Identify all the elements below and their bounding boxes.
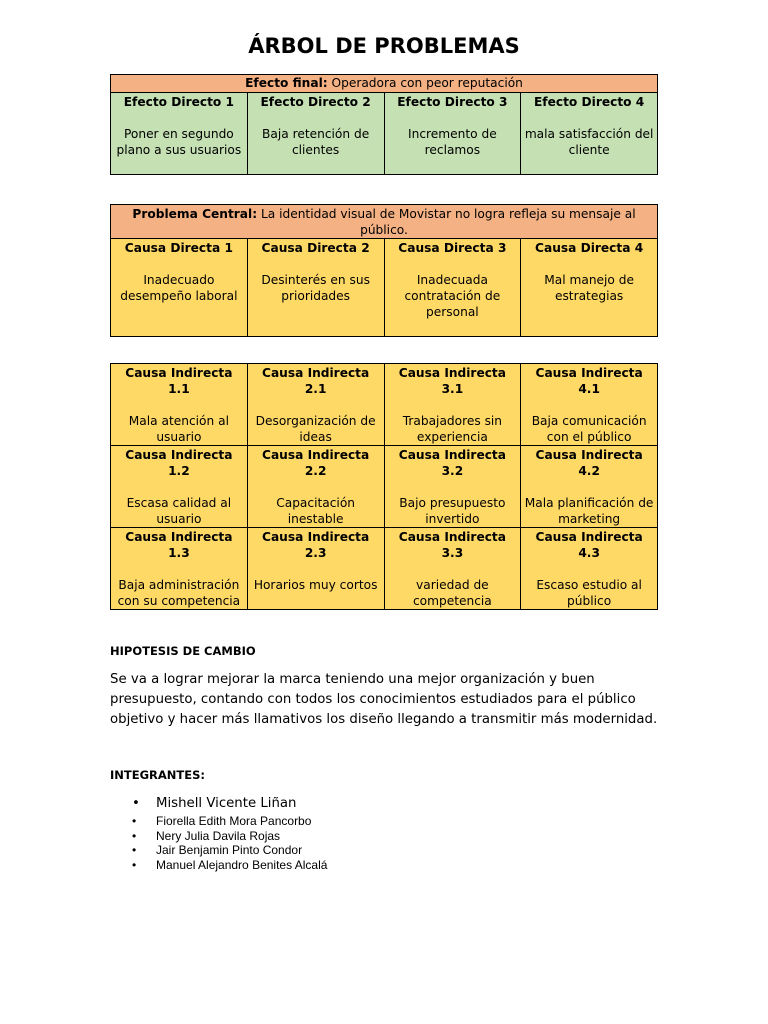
members-list bbox=[110, 794, 327, 872]
direct-cause-body: Mal manejo de estrategias bbox=[544, 273, 634, 303]
direct-cause-title: Causa Directa 2 bbox=[261, 241, 370, 255]
central-problem-table bbox=[110, 204, 658, 337]
indirect-cause-title: Causa Indirecta 4.2 bbox=[535, 448, 643, 478]
indirect-cause-title: Causa Indirecta 2.3 bbox=[262, 530, 370, 560]
indirect-cause-body: Baja comunicación con el público bbox=[531, 414, 647, 444]
direct-effect-cell bbox=[111, 93, 248, 175]
bullet-icon: • bbox=[132, 857, 137, 872]
indirect-cause-body: variedad de competencia bbox=[412, 578, 492, 608]
member-name: Fiorella Edith Mora Pancorbo bbox=[156, 814, 312, 828]
indirect-cause-cell bbox=[384, 528, 521, 610]
indirect-cause-cell bbox=[521, 364, 658, 446]
indirect-cause-cell bbox=[384, 446, 521, 528]
member-name: Jair Benjamin Pinto Condor bbox=[156, 843, 303, 857]
indirect-cause-cell bbox=[111, 528, 248, 610]
list-item bbox=[110, 858, 327, 873]
member-name: Mishell Vicente Liñan bbox=[156, 796, 297, 811]
members-heading: INTEGRANTES: bbox=[110, 768, 206, 782]
hypothesis-heading: HIPOTESIS DE CAMBIO bbox=[110, 644, 256, 658]
direct-cause-cell bbox=[247, 239, 384, 337]
indirect-cause-title: Causa Indirecta 3.2 bbox=[398, 448, 506, 478]
direct-effect-title: Efecto Directo 4 bbox=[533, 95, 645, 109]
indirect-cause-cell bbox=[521, 528, 658, 610]
central-problem-header bbox=[111, 205, 658, 239]
direct-cause-title: Causa Directa 3 bbox=[398, 241, 507, 255]
indirect-cause-body: Desorganización de ideas bbox=[255, 414, 376, 444]
direct-effect-cell bbox=[521, 93, 658, 175]
effects-table bbox=[110, 74, 658, 175]
indirect-cause-cell bbox=[247, 528, 384, 610]
hypothesis-text: Se va a lograr mejorar la marca teniendo una mejor organización y buen presupuesto, contando con todos los conocimientos estudiados para el público objetivo y hacer más llamativos los diseño llegando a transmitir más modernidad. bbox=[110, 672, 658, 727]
direct-cause-cell bbox=[111, 239, 248, 337]
indirect-cause-cell bbox=[111, 364, 248, 446]
member-name: Nery Julia Davila Rojas bbox=[156, 828, 281, 843]
indirect-cause-cell bbox=[521, 446, 658, 528]
bullet-icon: • bbox=[132, 828, 137, 843]
indirect-cause-body: Capacitación inestable bbox=[276, 496, 356, 526]
indirect-cause-title: Causa Indirecta 4.1 bbox=[535, 366, 643, 396]
direct-cause-title: Causa Directa 4 bbox=[535, 241, 644, 255]
bullet-icon: • bbox=[132, 796, 140, 811]
indirect-cause-body: Trabajadores sin experiencia bbox=[402, 414, 503, 444]
direct-cause-cell bbox=[384, 239, 521, 337]
direct-cause-body: Inadecuada contratación de personal bbox=[404, 273, 501, 319]
list-item bbox=[110, 794, 327, 814]
final-effect-header bbox=[111, 75, 658, 93]
indirect-cause-cell bbox=[111, 446, 248, 528]
direct-effect-title: Efecto Directo 2 bbox=[260, 95, 371, 109]
list-item bbox=[110, 814, 327, 829]
direct-effect-body: mala satisfacción del cliente bbox=[524, 127, 654, 157]
direct-effect-body: Poner en segundo plano a sus usuarios bbox=[116, 127, 242, 157]
direct-cause-body: Desinterés en sus prioridades bbox=[261, 273, 370, 303]
direct-cause-body: Inadecuado desempeño laboral bbox=[120, 273, 238, 303]
indirect-cause-title: Causa Indirecta 2.1 bbox=[262, 366, 370, 396]
indirect-cause-cell bbox=[384, 364, 521, 446]
list-item bbox=[110, 829, 327, 844]
direct-effect-title: Efecto Directo 1 bbox=[123, 95, 235, 109]
central-problem-text: La identidad visual de Movistar no logra refleja su mensaje al público. bbox=[257, 207, 636, 237]
direct-cause-cell bbox=[521, 239, 658, 337]
indirect-cause-body: Escasa calidad al usuario bbox=[126, 496, 232, 526]
indirect-cause-body: Mala planificación de marketing bbox=[524, 496, 654, 526]
page-title: ÁRBOL DE PROBLEMAS bbox=[248, 34, 520, 58]
indirect-cause-cell bbox=[247, 446, 384, 528]
indirect-cause-body: Bajo presupuesto invertido bbox=[399, 496, 506, 526]
direct-effect-body: Incremento de reclamos bbox=[408, 127, 497, 157]
indirect-cause-cell bbox=[247, 364, 384, 446]
indirect-cause-title: Causa Indirecta 4.3 bbox=[535, 530, 643, 560]
table-row bbox=[111, 446, 658, 528]
direct-effect-cell bbox=[384, 93, 521, 175]
indirect-cause-title: Causa Indirecta 1.2 bbox=[125, 448, 233, 478]
indirect-cause-body: Horarios muy cortos bbox=[253, 578, 378, 592]
table-row bbox=[111, 528, 658, 610]
indirect-cause-title: Causa Indirecta 3.3 bbox=[398, 530, 506, 560]
direct-effect-body: Baja retención de clientes bbox=[262, 127, 370, 157]
bullet-icon: • bbox=[132, 843, 137, 857]
indirect-cause-body: Baja administración con su competencia bbox=[117, 578, 241, 608]
indirect-cause-title: Causa Indirecta 2.2 bbox=[262, 448, 370, 478]
bullet-icon: • bbox=[132, 814, 137, 828]
indirect-cause-body: Mala atención al usuario bbox=[128, 414, 229, 444]
table-row bbox=[111, 364, 658, 446]
indirect-cause-title: Causa Indirecta 1.1 bbox=[125, 366, 233, 396]
indirect-cause-body: Escaso estudio al público bbox=[536, 578, 642, 608]
final-effect-text: Operadora con peor reputación bbox=[327, 76, 523, 90]
central-problem-label: Problema Central: bbox=[132, 207, 258, 221]
member-name: Manuel Alejandro Benites Alcalá bbox=[156, 857, 328, 872]
indirect-cause-title: Causa Indirecta 1.3 bbox=[125, 530, 233, 560]
list-item bbox=[110, 843, 327, 858]
indirect-causes-table bbox=[110, 363, 658, 610]
direct-effect-cell bbox=[247, 93, 384, 175]
indirect-cause-title: Causa Indirecta 3.1 bbox=[398, 366, 506, 396]
direct-effect-title: Efecto Directo 3 bbox=[397, 95, 508, 109]
direct-cause-title: Causa Directa 1 bbox=[124, 241, 233, 255]
final-effect-label: Efecto final: bbox=[245, 76, 328, 90]
